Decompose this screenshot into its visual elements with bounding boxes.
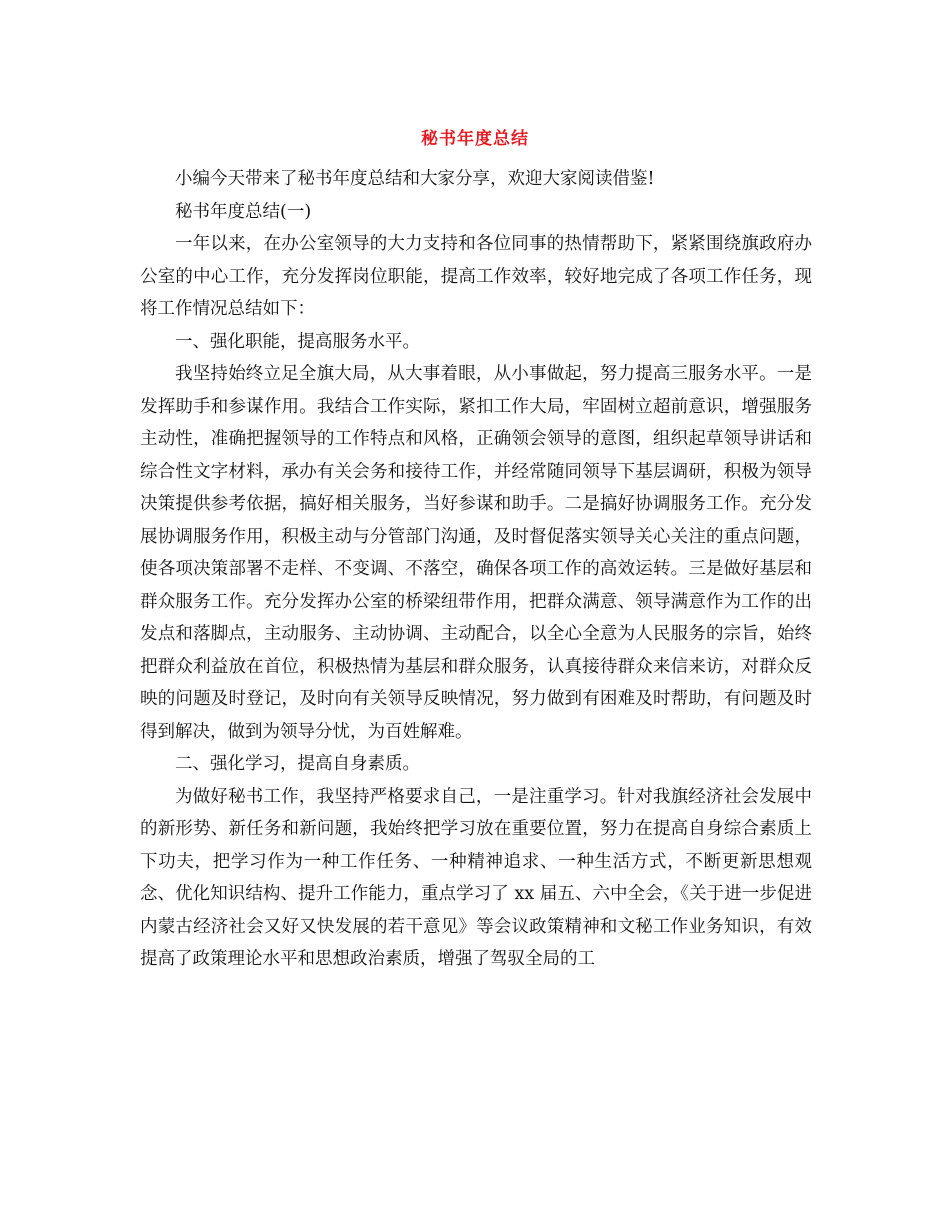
paragraph-intro: 小编今天带来了秘书年度总结和大家分享，欢迎大家阅读借鉴! [175, 169, 655, 189]
paragraph-heading-1: 一、强化职能，提高服务水平。 [175, 331, 420, 352]
paragraph-body-1: 我坚持始终立足全旗大局，从大事着眼，从小事做起，努力提高三服务水平。一是发挥助手和参谋作用。我结合工作实际，紧扣工作大局，牢固树立超前意识，增强服务主动性，准确把握领导的工作特点和风格，正确领会领导的意图，组织起草领导讲话和综合性文字材料，承办有关会务和接待工作，并经常随同领导下基层调研，积极为领导决策提供参考依据，搞好相关服务，当好参谋和助手。二是搞好协调服务工作。充分发展协调服务作用，积极主动与分管部门沟通，及时督促落实领导关心关注的重点问题，使各项决策部署不走样、不变调、不落空，确保各项工作的高效运转。三是做好基层和群众服务工作。充分发挥办公室的桥梁纽带作用，把群众满意、领导满意作为工作的出发点和落脚点，主动服务、主动协调、主动配合，以全心全意为人民服务的宗旨，始终把群众利益放在首位，积极热情为基层和群众服务，认真接待群众来信来访，对群众反映的问题及时登记，及时向有关领导反映情况，努力做到有困难及时帮助，有问题及时得到解决，做到为领导分忧，为百姓解难。 [140, 364, 812, 742]
document-body [140, 163, 812, 976]
paragraph-section-heading: 秘书年度总结(一) [175, 201, 312, 222]
document-title: 秘书年度总结 [421, 129, 529, 149]
paragraph-body-2: 为做好秘书工作，我坚持严格要求自己，一是注重学习。针对我旗经济社会发展中的新形势、新任务和新问题，我始终把学习放在重要位置，努力在提高自身综合素质上下功夫，把学习作为一种工作任务、一种精神追求、一种生活方式，不断更新思想观念、优化知识结构、提升工作能力，重点学习了 xx 届五、六中全会，《关于进一步促进内蒙古经济社会又好又快发展的若干意见》等会议政策精神和文秘工作业务知识，有效提高了政策理论水平和思想政治素质，增强了驾驭全局的工 [140, 786, 812, 969]
paragraph-opening: 一年以来，在办公室领导的大力支持和各位同事的热情帮助下，紧紧围绕旗政府办公室的中心工作，充分发挥岗位职能，提高工作效率，较好地完成了各项工作任务，现将工作情况总结如下： [140, 234, 812, 319]
paragraph-heading-2: 二、强化学习，提高自身素质。 [175, 754, 420, 774]
